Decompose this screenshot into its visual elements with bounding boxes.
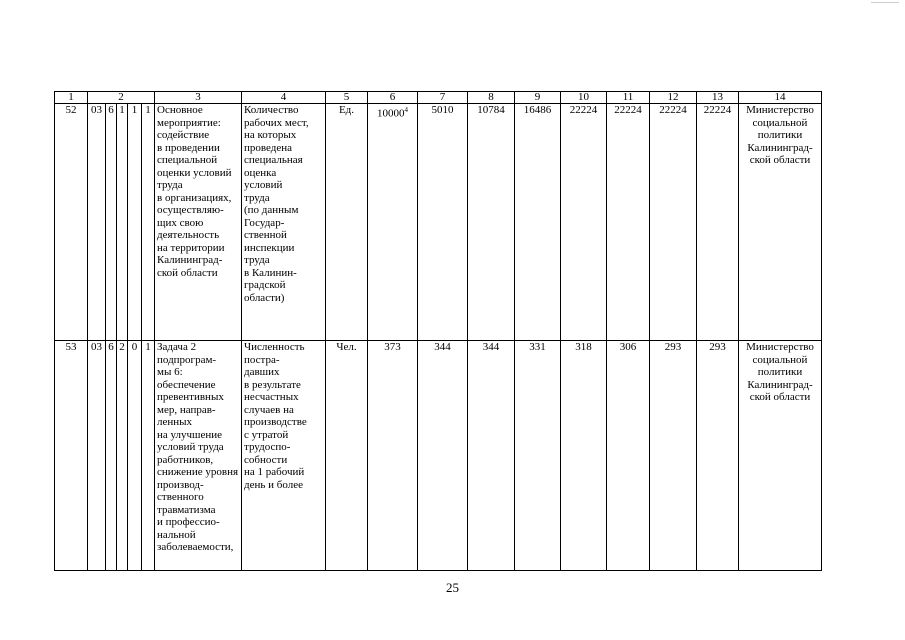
code-cell: 6	[106, 104, 117, 341]
value-cell: 22224	[561, 104, 607, 341]
header-cell: 9	[515, 92, 561, 104]
table-row	[55, 341, 822, 571]
value-cell: 22224	[697, 104, 739, 341]
row-number: 52	[55, 104, 88, 341]
header-cell: 3	[155, 92, 242, 104]
header-cell: 6	[368, 92, 418, 104]
header-cell: 2	[88, 92, 155, 104]
executor-cell: Министерство социальной политики Калининград- ской области	[739, 104, 822, 341]
header-cell: 12	[650, 92, 697, 104]
table-row	[55, 104, 822, 341]
value-cell: 318	[561, 341, 607, 571]
indicator-name: Количество рабочих мест, на которых проведена специальная оценка условий труда (по данным Государ- ственной инспекции труда в Калинин- градской области)	[242, 104, 326, 341]
value-cell: 16486	[515, 104, 561, 341]
indicators-table	[54, 91, 822, 571]
value-cell: 331	[515, 341, 561, 571]
value-cell: 22224	[650, 104, 697, 341]
header-cell: 13	[697, 92, 739, 104]
value-cell: 306	[607, 341, 650, 571]
scan-artifact	[871, 2, 899, 5]
activity-name: Задача 2 подпрограм- мы 6: обеспечение превентивных мер, направ- ленных на улучшение условий труда работников, снижение уровня производ- ственного травматизма и профессио- нальной заболеваемости,	[155, 341, 242, 571]
code-cell: 6	[106, 341, 117, 571]
header-cell: 8	[468, 92, 515, 104]
code-cell: 03	[88, 341, 106, 571]
code-cell: 03	[88, 104, 106, 341]
code-cell: 1	[142, 104, 155, 341]
value-cell: 22224	[607, 104, 650, 341]
value-cell: 293	[650, 341, 697, 571]
value-text: 10000	[377, 107, 405, 120]
value-cell: 10784	[468, 104, 515, 341]
code-cell: 1	[142, 341, 155, 571]
value-cell: 5010	[418, 104, 468, 341]
page-number: 25	[446, 580, 459, 595]
footnote-mark: 4	[404, 106, 408, 114]
activity-name: Основное мероприятие: содействие в проведении специальной оценки условий труда в организациях, осуществляю- щих свою деятельность на территории Калининград- ской области	[155, 104, 242, 341]
code-cell: 2	[117, 341, 128, 571]
code-cell: 0	[128, 341, 142, 571]
value-cell: 293	[697, 341, 739, 571]
header-cell: 1	[55, 92, 88, 104]
value-cell: 373	[368, 341, 418, 571]
header-cell: 14	[739, 92, 822, 104]
header-cell: 11	[607, 92, 650, 104]
row-number: 53	[55, 341, 88, 571]
header-row	[55, 92, 822, 104]
value-cell: 344	[418, 341, 468, 571]
unit-cell: Ед.	[326, 104, 368, 341]
code-cell: 1	[117, 104, 128, 341]
header-cell: 4	[242, 92, 326, 104]
executor-cell: Министерство социальной политики Калининград- ской области	[739, 341, 822, 571]
unit-cell: Чел.	[326, 341, 368, 571]
indicator-name: Численность постра- давших в результате несчастных случаев на производстве с утратой трудоспо- собности на 1 рабочий день и более	[242, 341, 326, 571]
header-cell: 7	[418, 92, 468, 104]
header-cell: 10	[561, 92, 607, 104]
value-cell	[368, 104, 418, 341]
header-cell: 5	[326, 92, 368, 104]
code-cell: 1	[128, 104, 142, 341]
value-cell: 344	[468, 341, 515, 571]
